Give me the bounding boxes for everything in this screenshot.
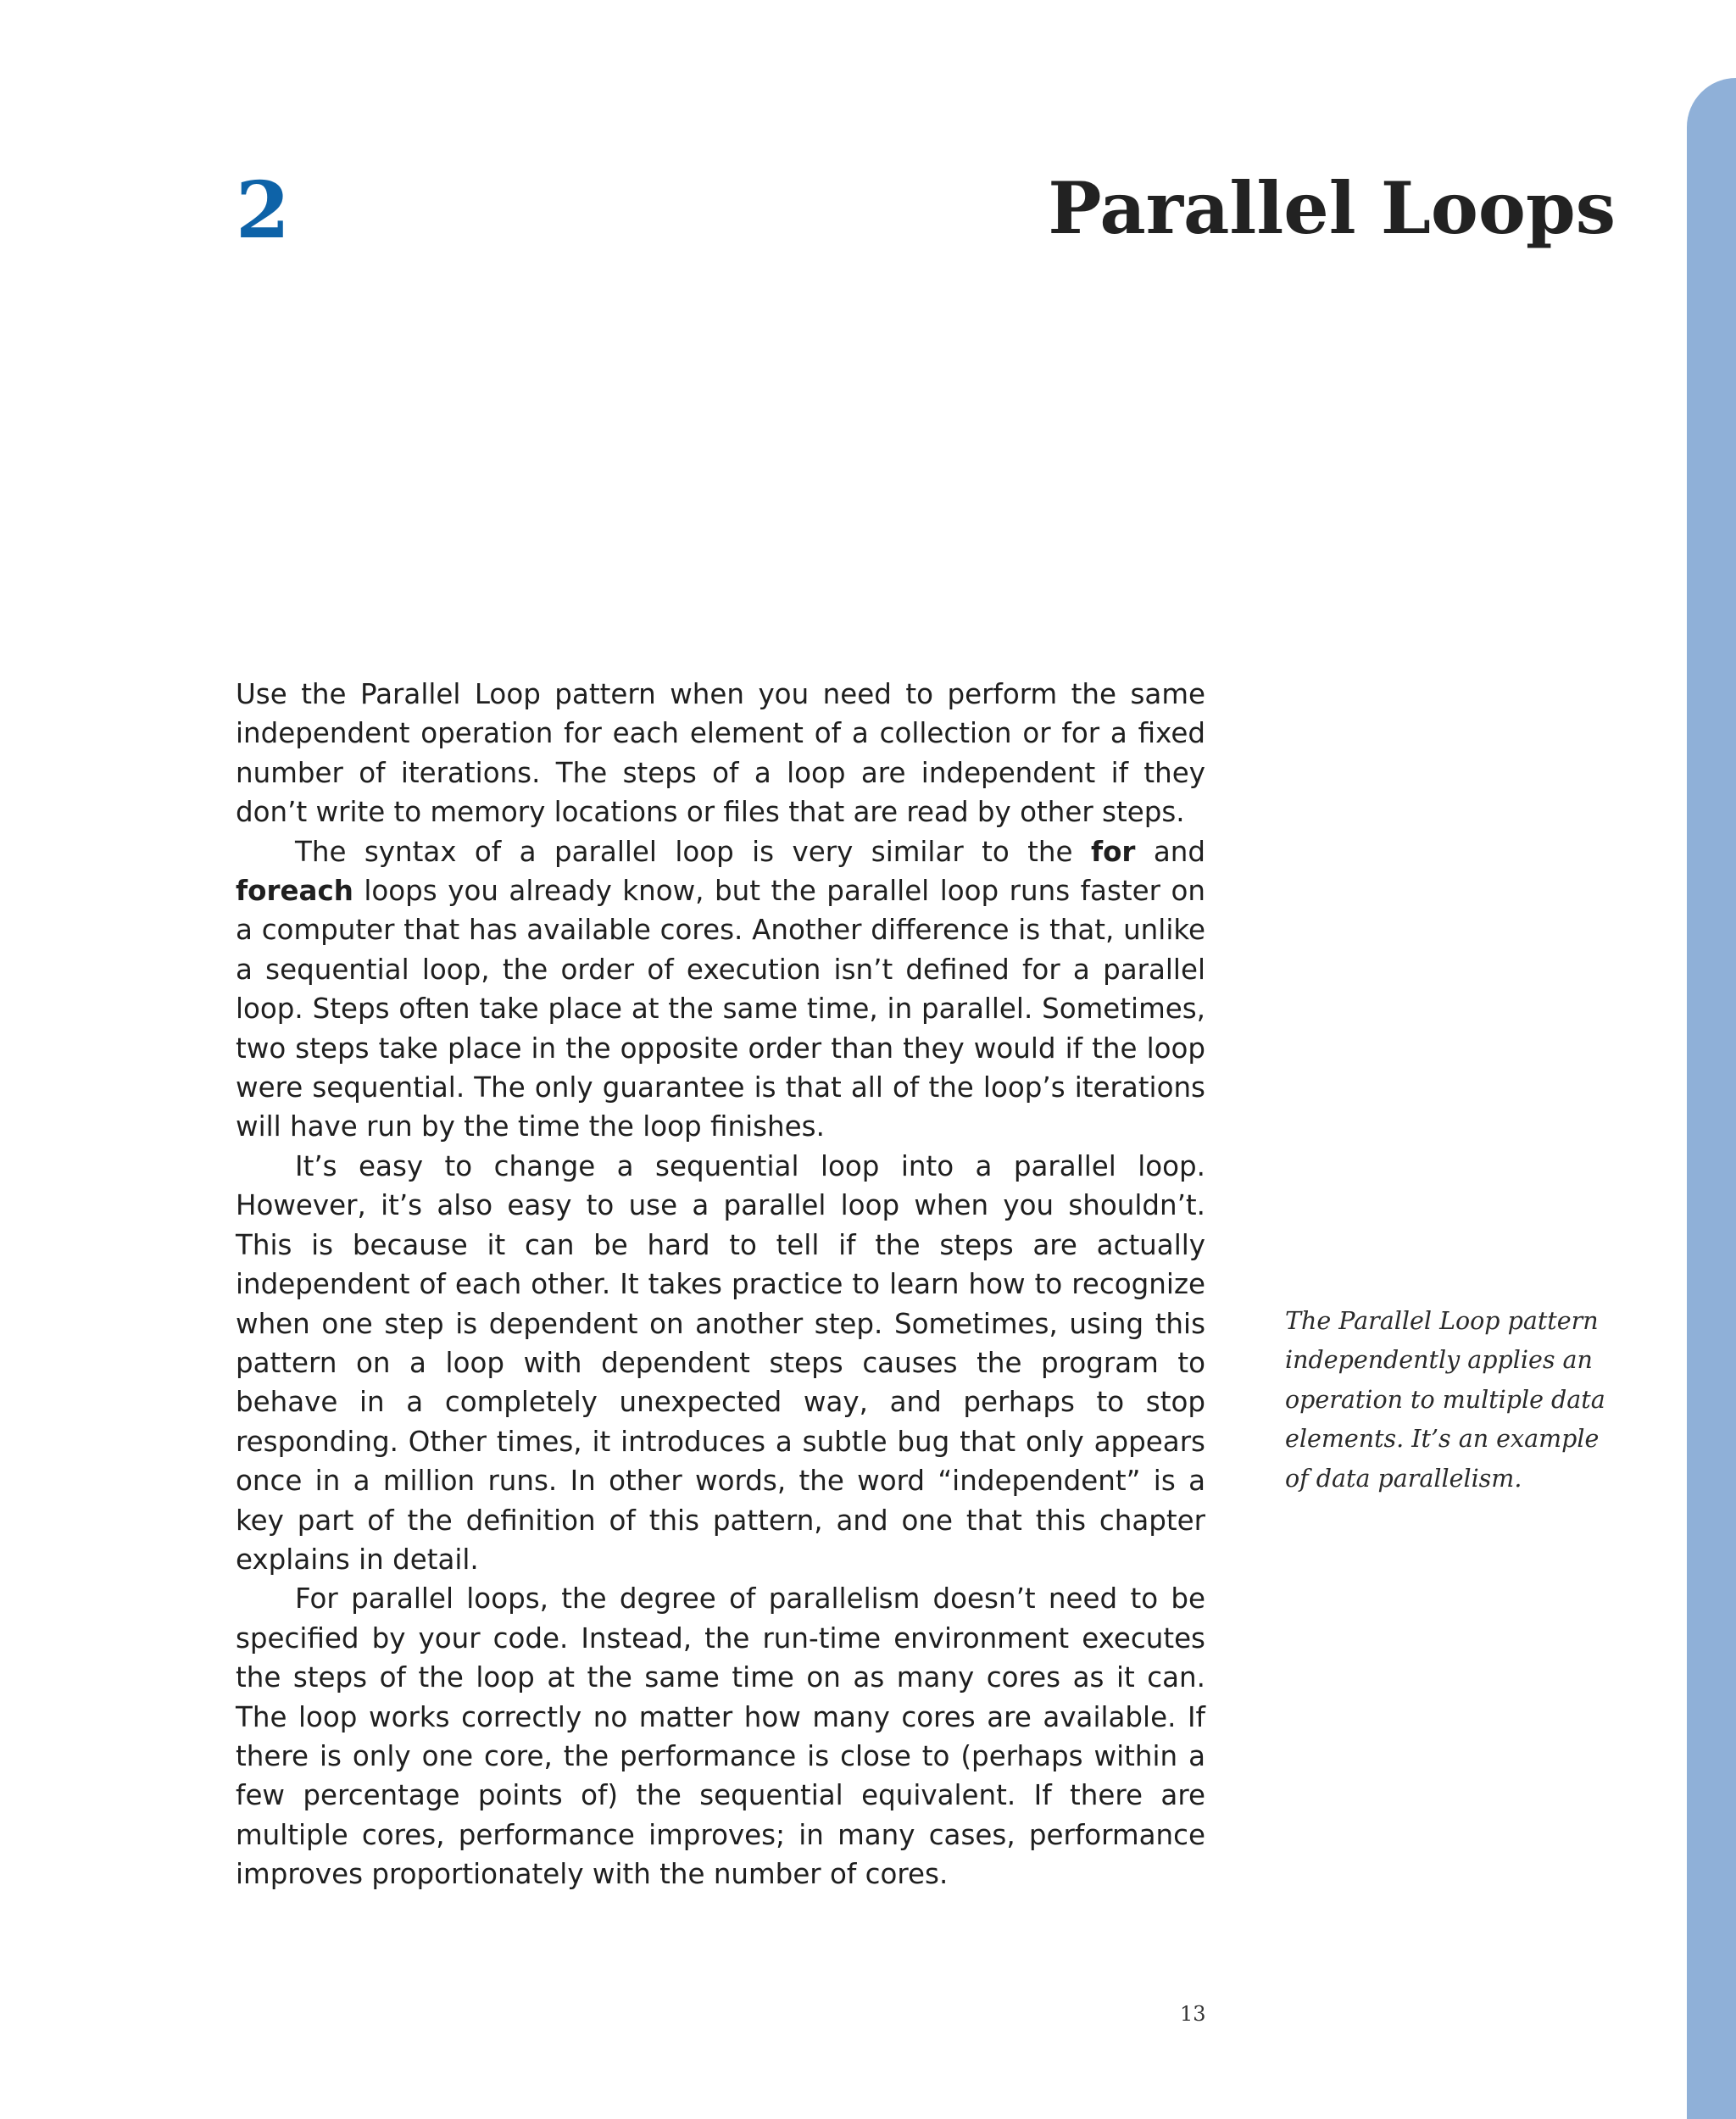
- chapter-number: 2: [236, 164, 291, 256]
- margin-note-line: elements. It’s an example: [1285, 1425, 1600, 1454]
- margin-note: [1285, 1302, 1641, 1499]
- body-text: [236, 675, 1205, 1894]
- chapter-side-tab: [1687, 78, 1736, 2119]
- paragraph-2: [236, 832, 1205, 1147]
- paragraph-3: It’s easy to change a sequential loop into a parallel loop. However, it’s also easy to use a parallel loop when you shouldn’t. This is because it can be hard to tell if the steps are actually independent of each other. It takes practice to learn how to recognize when one step is dependent on another step. Sometimes, using this pattern on a loop with dependent steps causes the program to behave in a completely unexpected way, and perhaps to stop responding. Other times, it introduces a subtle bug that only appears once in a million runs. In other words, the word “independent” is a key part of the definition of this pattern, and one that this chapter explains in detail.: [236, 1149, 1205, 1576]
- paragraph-2-text-b: and: [1135, 835, 1205, 868]
- chapter-title: Parallel Loops: [1048, 166, 1616, 250]
- margin-note-line: of data parallelism.: [1285, 1464, 1522, 1493]
- paragraph-4: For parallel loops, the degree of parallelism doesn’t need to be specified by your code. Instead, the run-time environment executes the steps of the loop at the same time on as many cores as it can. The loop works correctly no matter how many cores are available. If there is only one core, the performance is close to (perhaps within a few percentage points of) the sequential equivalent. If there are multiple cores, performance improves; in many cases, performance improves proportionately with the number of cores.: [236, 1582, 1205, 1891]
- margin-note-line: The Parallel Loop pattern: [1285, 1307, 1599, 1335]
- keyword-foreach: foreach: [236, 875, 353, 908]
- keyword-for: for: [1090, 835, 1136, 868]
- paragraph-1: Use the Parallel Loop pattern when you need to perform the same independent operation for each element of a collection or for a fixed number of iterations. The steps of a loop are independent if they don’t write to memory locations or files that are read by other steps.: [236, 678, 1205, 829]
- paragraph-2-text-a: The syntax of a parallel loop is very similar to the: [295, 835, 1091, 868]
- paragraph-2-text-c: loops you already know, but the parallel loop runs faster on a computer that has available cores. Another difference is that, unlike a sequential loop, the order of execution isn’t defined for a parallel loop. Steps often take place at the same time, in parallel. Sometimes, two steps take place in the opposite order than they would if the loop were sequential. The only guarantee is that all of the loop’s iterations will have run by the time the loop finishes.: [236, 875, 1205, 1143]
- margin-note-line: operation to multiple data: [1285, 1385, 1605, 1414]
- margin-note-line: independently applies an: [1285, 1346, 1593, 1375]
- page-number: 13: [1180, 2002, 1206, 2026]
